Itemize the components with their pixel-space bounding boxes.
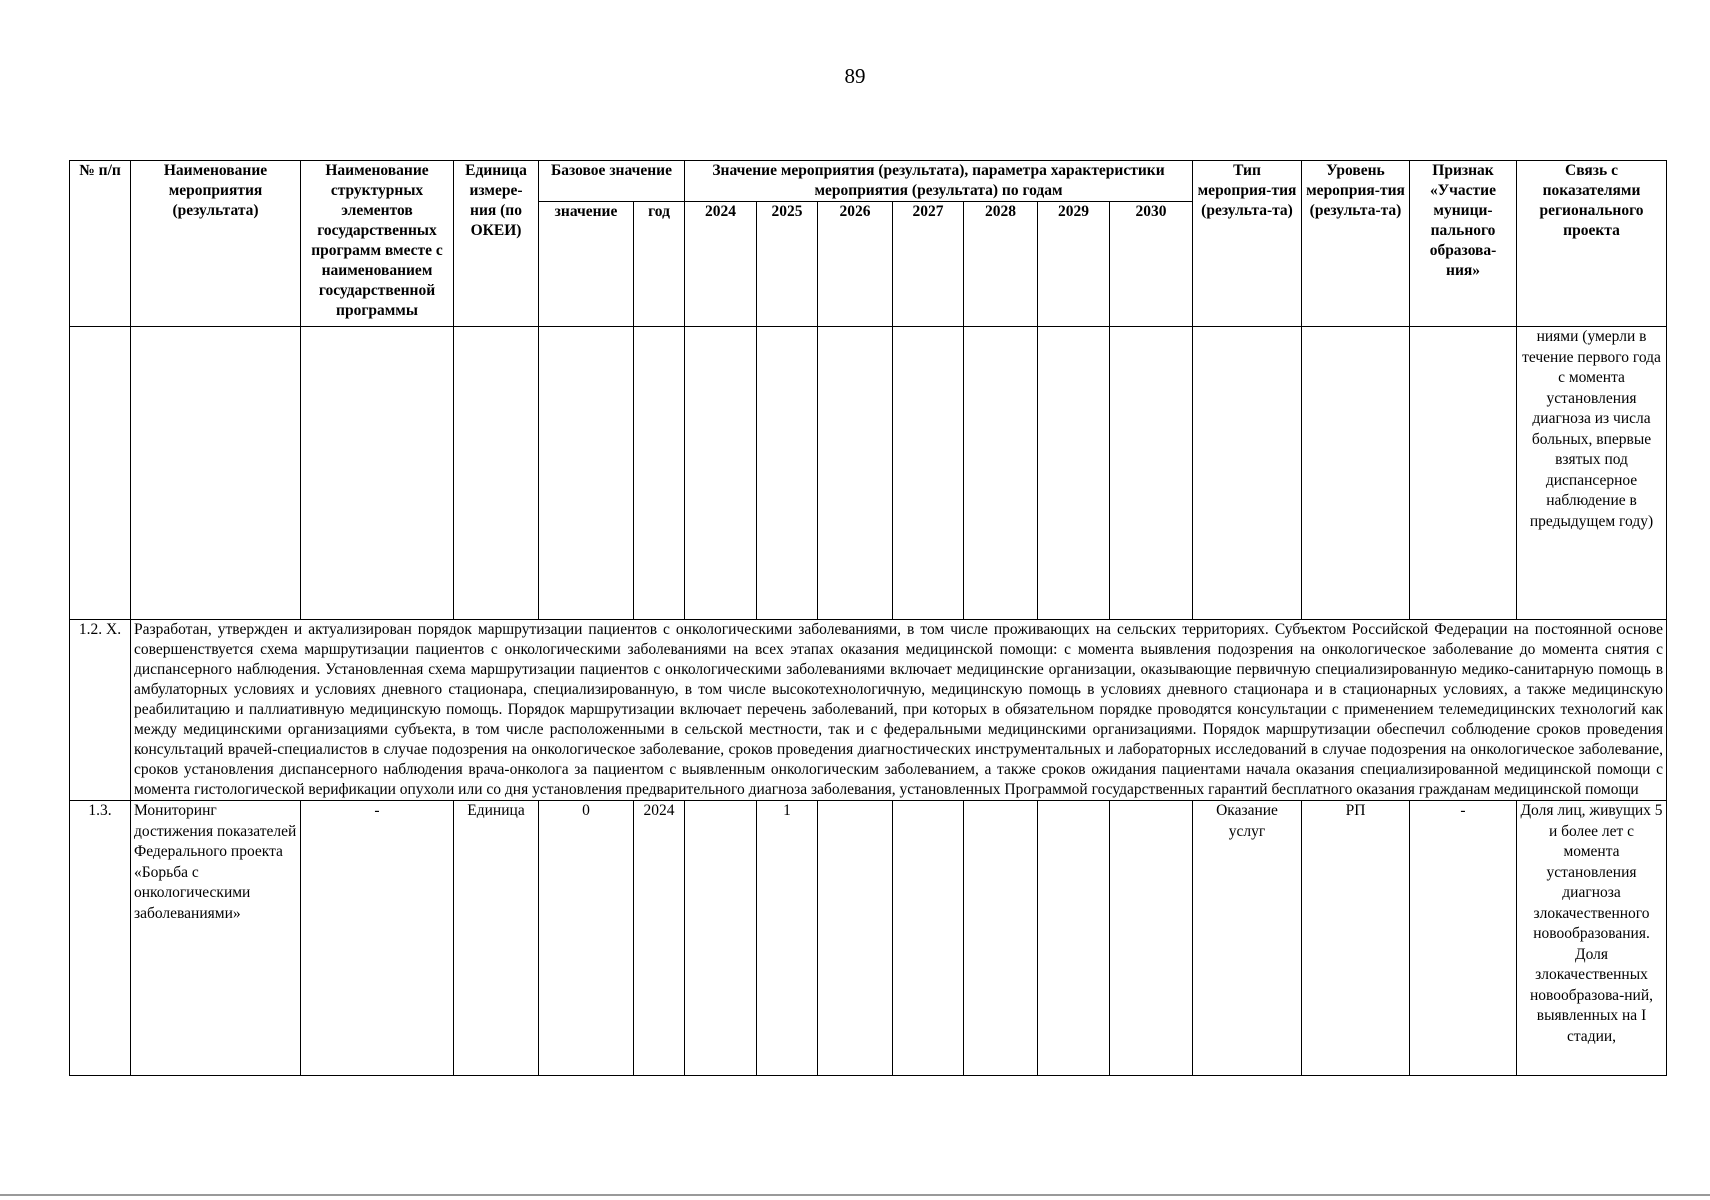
header-year-2028: 2028 [964, 202, 1038, 327]
continuation-row [70, 327, 1667, 620]
row-1-3-link: Доля лиц, живущих 5 и более лет с момента установления диагноза злокачественного новообразования. Доля злокачественных новообразова-ний, выявленных на I стадии, [1517, 801, 1667, 1076]
row-1-3-y2024 [685, 801, 757, 1076]
page-number: 89 [844, 64, 866, 88]
header-num: № п/п [70, 161, 131, 327]
header-unit: Единица измере-ния (по ОКЕИ) [454, 161, 539, 327]
header-type: Тип мероприя-тия (результа-та) [1193, 161, 1302, 327]
measures-table [69, 160, 1667, 1076]
continuation-link-cell: ниями (умерли в течение первого года с момента установления диагноза из числа больных, впервые взятых под диспансерное наблюдение в предыдущем году) [1517, 327, 1667, 620]
row-1-3-y2025: 1 [757, 801, 818, 1076]
header-years-group: Значение мероприятия (результата), параметра характеристики мероприятия (результата) по годам [685, 161, 1193, 202]
header-year-2025: 2025 [757, 202, 818, 327]
header-year-2027: 2027 [893, 202, 964, 327]
header-year-2026: 2026 [818, 202, 893, 327]
header-year-2029: 2029 [1038, 202, 1110, 327]
row-1-3-type: Оказание услуг [1193, 801, 1302, 1076]
row-1-3-base-value: 0 [539, 801, 634, 1076]
header-row-1 [70, 161, 1667, 202]
row-1-3-sign: - [1410, 801, 1517, 1076]
row-1-3-unit: Единица [454, 801, 539, 1076]
header-year-2030: 2030 [1110, 202, 1193, 327]
header-sign: Признак «Участие муници-пального образова-ния» [1410, 161, 1517, 327]
header-year-2024: 2024 [685, 202, 757, 327]
header-level: Уровень мероприя-тия (результа-та) [1302, 161, 1410, 327]
header-base-year: год [634, 202, 685, 327]
row-1-3-base-year: 2024 [634, 801, 685, 1076]
table-row-1-2 [70, 620, 1667, 801]
header-struct: Наименование структурных элементов государственных программ вместе с наименованием государственной программы [301, 161, 454, 327]
table-row-1-3 [70, 801, 1667, 1076]
header-link: Связь с показателями регионального проекта [1517, 161, 1667, 327]
header-base: Базовое значение [539, 161, 685, 202]
row-1-2-text: Разработан, утвержден и актуализирован порядок маршрутизации пациентов с онкологическими заболеваниями, в том числе проживающих на сельских территориях. Субъектом Российской Федерации на постоянной основе совершенствуется схема маршрутизации пациентов с онкологическими заболеваниями на всех этапах оказания медицинской помощи: с момента выявления подозрения на онкологическое заболевание до момента снятия с диспансерного наблюдения. Установленная схема маршрутизации пациентов с онкологическими заболеваниями включает медицинские организации, оказывающие первичную специализированную медико-санитарную помощь в амбулаторных условиях и условиях дневного стационара, специализированную, в том числе высокотехнологичную, медицинскую помощь в условиях дневного стационара и в стационарных условиях, а также медицинскую реабилитацию и паллиативную медицинскую помощь. Порядок маршрутизации включает перечень заболеваний, при которых в обязательном порядке проводятся консультации с применением телемедицинских технологий как между медицинскими организациями субъекта, в том числе расположенными в сельской местности, так и с федеральными медицинскими организациями. Порядок маршрутизации обеспечил соблюдение сроков проведения консультаций врачей-специалистов в случае подозрения на онкологическое заболевание, сроков проведения диагностических инструментальных и лабораторных исследований в случае подозрения на онкологическое заболевание, сроков установления диспансерного наблюдения врача-онколога за пациентом с выявленным онкологическим заболеванием, а также сроков ожидания пациентами начала оказания специализированной медицинской помощи с момента гистологической верификации опухоли или со дня установления предварительного диагноза заболевания, установленных Программой государственных гарантий бесплатного оказания гражданам медицинской помощи [131, 620, 1667, 801]
row-1-3-name: Мониторинг достижения показателей Федерального проекта «Борьба с онкологическими заболеваниями» [131, 801, 301, 1076]
header-name: Наименование мероприятия (результата) [131, 161, 301, 327]
row-1-2-num: 1.2. X. [70, 620, 131, 801]
header-base-value: значение [539, 202, 634, 327]
page-bottom-edge [0, 1194, 1710, 1196]
row-1-3-num: 1.3. [70, 801, 131, 1076]
row-1-3-level: РП [1302, 801, 1410, 1076]
row-1-3-struct: - [301, 801, 454, 1076]
